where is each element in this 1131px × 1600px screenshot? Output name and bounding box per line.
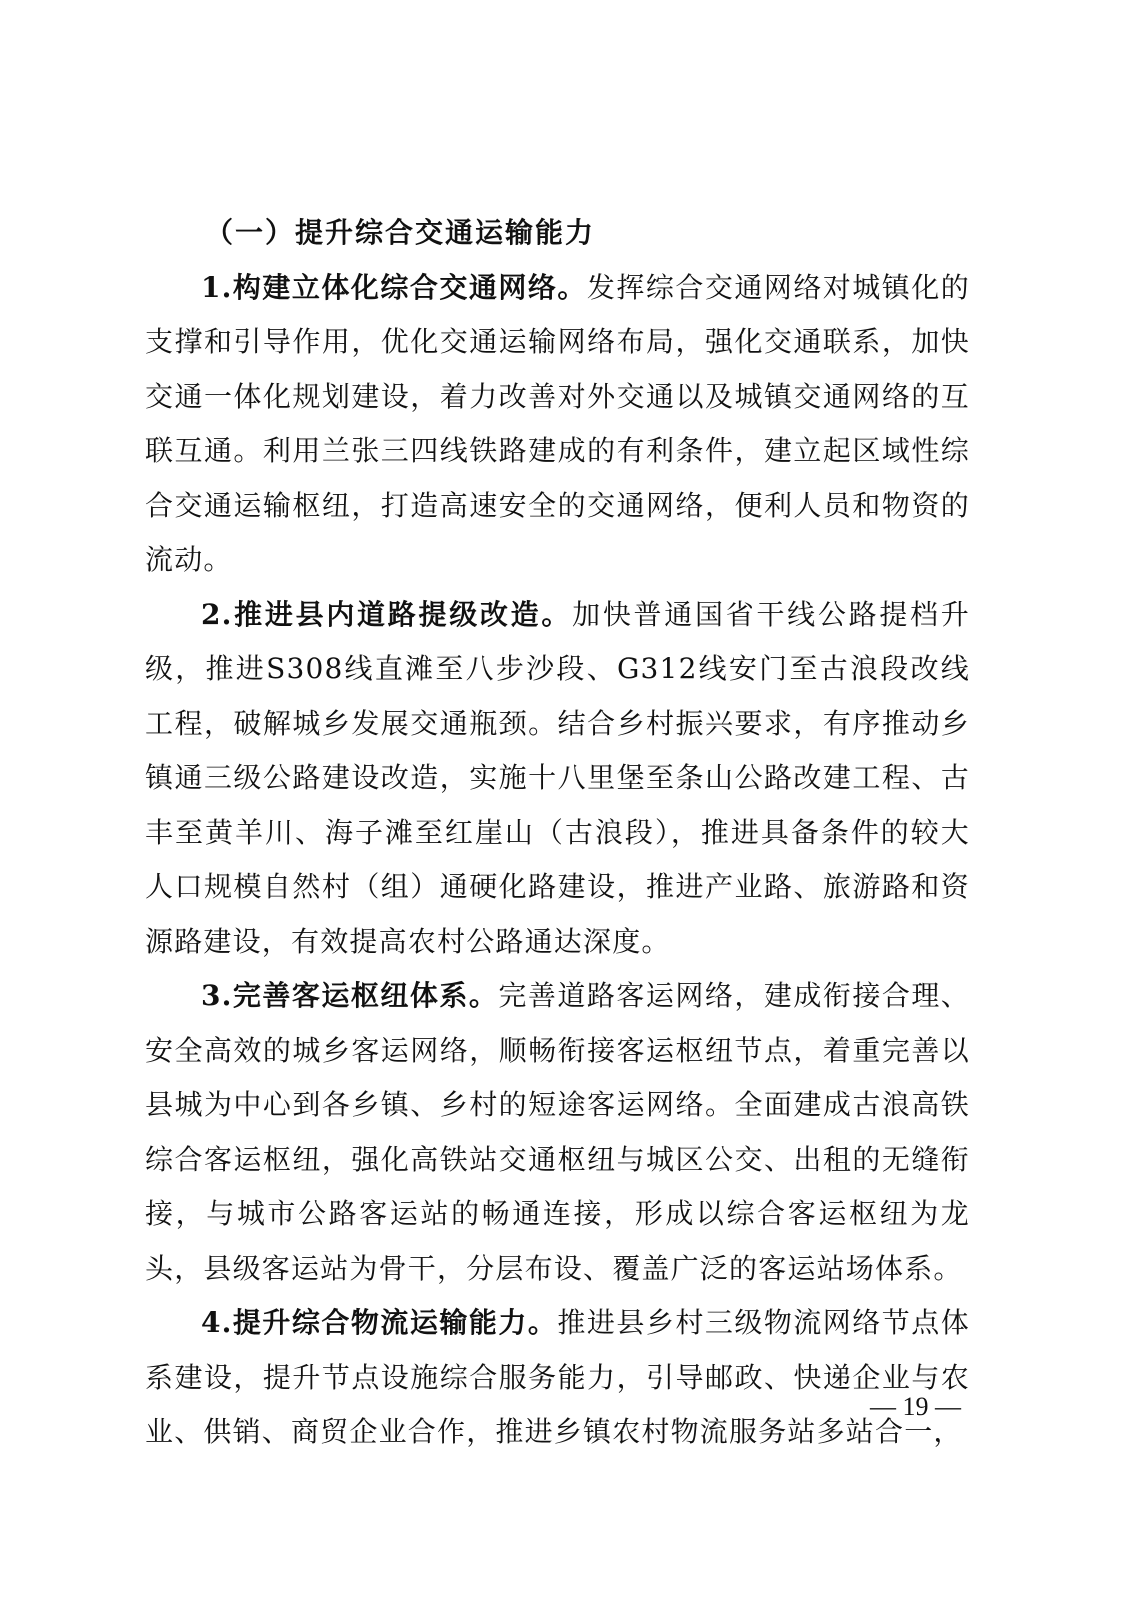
paragraph-4-lead: 4.提升综合物流运输能力。 xyxy=(201,1306,558,1339)
paragraph-4-text: 推进县乡村三级物流网络节点体系建设，提升节点设施综合服务能力，引导邮政、快递企业与农业、供销、商贸企业合作，推进乡镇农村物流服务站多站合一， xyxy=(145,1306,970,1448)
section-heading: （一）提升综合交通运输能力 xyxy=(205,216,596,249)
paragraph-3-text: 完善道路客运网络，建成衔接合理、安全高效的城乡客运网络，顺畅衔接客运枢纽节点，着重完善以县城为中心到各乡镇、乡村的短途客运网络。全面建成古浪高铁综合客运枢纽，强化高铁站交通枢纽与城区公交、出租的无缝衔接，与城市公路客运站的畅通连接，形成以综合客运枢纽为龙头，县级客运站为骨干，分层布设、覆盖广泛的客运站场体系。 xyxy=(145,979,971,1285)
paragraph-3-lead: 3.完善客运枢纽体系。 xyxy=(201,979,499,1012)
paragraph-2-text: 加快普通国省干线公路提档升级，推进S308线直滩至八步沙段、G312线安门至古浪段改线工程，破解城乡发展交通瓶颈。结合乡村振兴要求，有序推动乡镇通三级公路建设改造，实施十八里堡至条山公路改建工程、古丰至黄羊川、海子滩至红崖山（古浪段），推进具备条件的较大人口规模自然村（组）通硬化路建设，推进产业路、旅游路和资源路建设，有效提高农村公路通达深度。 xyxy=(145,597,970,958)
paragraph-2 xyxy=(145,588,970,970)
paragraph-1-text: 发挥综合交通网络对城镇化的支撑和引导作用，优化交通运输网络布局，强化交通联系，加快交通一体化规划建设，着力改善对外交通以及城镇交通网络的互联互通。利用兰张三四线铁路建成的有利条件，建立起区域性综合交通运输枢纽，打造高速安全的交通网络，便利人员和物资的流动。 xyxy=(145,270,970,576)
paragraph-2-lead: 2.推进县内道路提级改造。 xyxy=(201,597,573,631)
document-body xyxy=(145,206,970,1460)
paragraph-1-lead: 1.构建立体化综合交通网络。 xyxy=(201,270,587,304)
paragraph-3 xyxy=(145,969,970,1296)
paragraph-1 xyxy=(145,261,970,588)
paragraph-4 xyxy=(145,1296,970,1460)
page-number: — 19 — xyxy=(870,1392,961,1421)
